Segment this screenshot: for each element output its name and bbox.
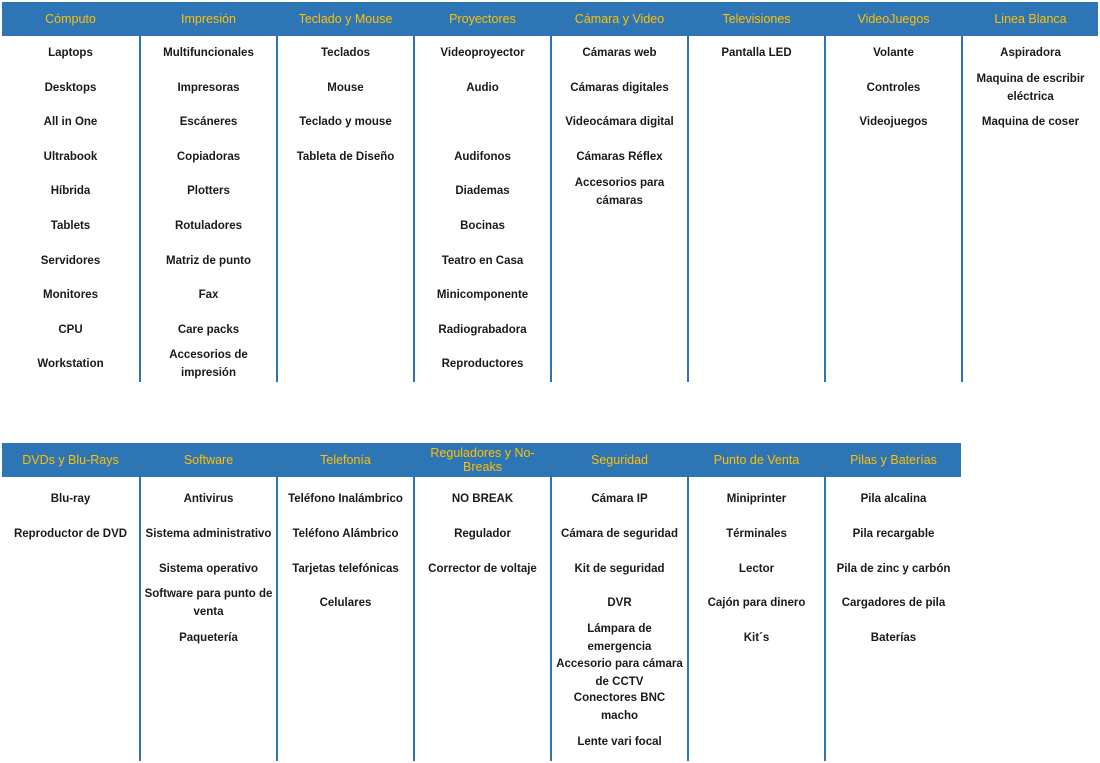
column-header: Telefonía [276, 443, 413, 477]
category-item: Matriz de punto [166, 254, 251, 267]
category-item: Kit´s [743, 632, 770, 645]
category-item: Bocinas [460, 220, 505, 232]
column-header: Software [139, 443, 276, 477]
category-item: Teléfono Inalámbrico [288, 493, 403, 505]
category-item: Diademas [455, 185, 510, 198]
category-item: Desktops [44, 81, 97, 94]
category-item: Software para punto de venta [144, 588, 273, 619]
column-software [139, 443, 276, 761]
category-item: CPU [58, 323, 83, 336]
category-item: Care packs [177, 323, 240, 336]
category-item: Laptops [48, 47, 93, 59]
category-item: Pila alcalina [860, 493, 927, 505]
category-item: Controles [866, 81, 921, 94]
category-item: Paquetería [179, 632, 238, 645]
category-item: Pila de zinc y carbón [836, 562, 951, 575]
column-teclado-y-mouse [276, 2, 413, 382]
category-item: Fax [198, 289, 219, 302]
column-header: VideoJuegos [824, 2, 961, 36]
category-item: Teclado y mouse [299, 116, 392, 129]
category-item: Rotuladores [174, 220, 243, 232]
category-item: Baterías [870, 632, 917, 645]
category-table-bottom [2, 443, 961, 761]
column-computo [2, 2, 139, 382]
column-reguladores-y-no-breaks [413, 443, 550, 761]
column-videojuegos [824, 2, 961, 382]
column-televisiones [687, 2, 824, 382]
category-item: Monitores [43, 289, 98, 302]
category-item: Lente vari focal [577, 736, 662, 748]
category-item: Videocámara digital [565, 116, 674, 129]
category-item: Pila recargable [852, 527, 935, 540]
category-item: Workstation [37, 358, 104, 371]
category-item: DVR [607, 597, 632, 610]
category-item: Accesorio para cámara de CCTV [556, 658, 683, 688]
category-item: NO BREAK [451, 493, 514, 505]
column-header: Punto de Venta [687, 443, 824, 477]
category-item: Corrector de voltaje [428, 562, 537, 575]
category-item: Antivirus [183, 493, 234, 505]
column-punto-de-venta [687, 443, 824, 761]
category-item: Volante [873, 47, 914, 59]
category-item: Ultrabook [43, 150, 98, 163]
category-table-top [2, 2, 1098, 382]
category-item: Audio [466, 81, 499, 94]
category-item: Mouse [327, 81, 364, 94]
column-linea-blanca [961, 2, 1098, 382]
category-item: Celulares [319, 597, 372, 610]
category-item: Maquina de escribir eléctrica [976, 72, 1085, 103]
category-item: Teclados [321, 47, 370, 59]
category-item: Lámpara de emergencia [587, 623, 652, 653]
category-item: Accesorios de impresión [169, 349, 248, 380]
category-item: Cámara de seguridad [561, 527, 678, 540]
category-item: Cargadores de pila [841, 597, 946, 610]
column-header: Cómputo [2, 2, 139, 36]
column-header: Pilas y Baterías [824, 443, 961, 477]
category-item: Maquina de coser [981, 116, 1080, 129]
column-seguridad [550, 443, 687, 761]
category-item: Cámaras web [582, 47, 657, 59]
category-item: Cámara IP [591, 493, 648, 505]
column-camara-y-video [550, 2, 687, 382]
category-item: Servidores [40, 254, 101, 267]
category-item: Multifuncionales [163, 47, 254, 59]
category-item: Reproductores [441, 358, 524, 371]
category-item: All in One [43, 116, 98, 129]
category-item: Radiograbadora [438, 323, 527, 336]
column-dvds-y-blu-rays [2, 443, 139, 761]
category-item: Regulador [454, 527, 511, 540]
category-item: Accesorios para cámaras [574, 177, 665, 207]
category-item: Tarjetas telefónicas [292, 562, 399, 575]
category-item: Cámaras digitales [570, 81, 669, 94]
category-item: Kit de seguridad [574, 562, 665, 575]
column-proyectores [413, 2, 550, 382]
category-item: Audifonos [454, 150, 511, 163]
category-item: Blu-ray [50, 493, 91, 505]
category-item: Escáneres [179, 116, 238, 129]
column-telefonia [276, 443, 413, 761]
column-pilas-y-baterias [824, 443, 961, 761]
category-item: Teatro en Casa [441, 254, 524, 267]
category-item: Miniprinter [726, 493, 787, 505]
category-item: Reproductor de DVD [13, 527, 128, 540]
category-item: Plotters [187, 185, 230, 198]
column-header: Cámara y Video [550, 2, 687, 36]
category-item: Sistema operativo [158, 562, 259, 575]
category-item: Copiadoras [176, 150, 241, 163]
category-item: Pantalla LED [721, 47, 792, 59]
category-item: Tableta de Diseño [296, 150, 395, 163]
category-item: Videoproyector [440, 47, 525, 59]
column-header: Impresión [139, 2, 276, 36]
category-item: Híbrida [50, 185, 91, 198]
column-header: Linea Blanca [961, 2, 1098, 36]
category-item: Minicomponente [436, 289, 529, 302]
category-item: Teléfono Alámbrico [292, 527, 399, 540]
category-item: Cajón para dinero [707, 597, 806, 610]
column-header: Televisiones [687, 2, 824, 36]
column-header: Proyectores [413, 2, 550, 36]
category-item: Lector [738, 562, 775, 575]
category-item: Sistema administrativo [145, 527, 272, 540]
column-header: Reguladores y No-Breaks [413, 443, 550, 477]
category-item: Términales [726, 527, 787, 540]
column-header: Teclado y Mouse [276, 2, 413, 36]
category-item: Impresoras [177, 81, 240, 94]
column-header: Seguridad [550, 443, 687, 477]
category-item: Conectores BNC macho [573, 692, 666, 722]
category-item: Tablets [50, 220, 91, 232]
column-header: DVDs y Blu-Rays [2, 443, 139, 477]
category-item: Aspiradora [1000, 47, 1061, 59]
category-item: Videojuegos [859, 116, 928, 129]
column-impresion [139, 2, 276, 382]
category-item: Cámaras Réflex [576, 150, 663, 163]
